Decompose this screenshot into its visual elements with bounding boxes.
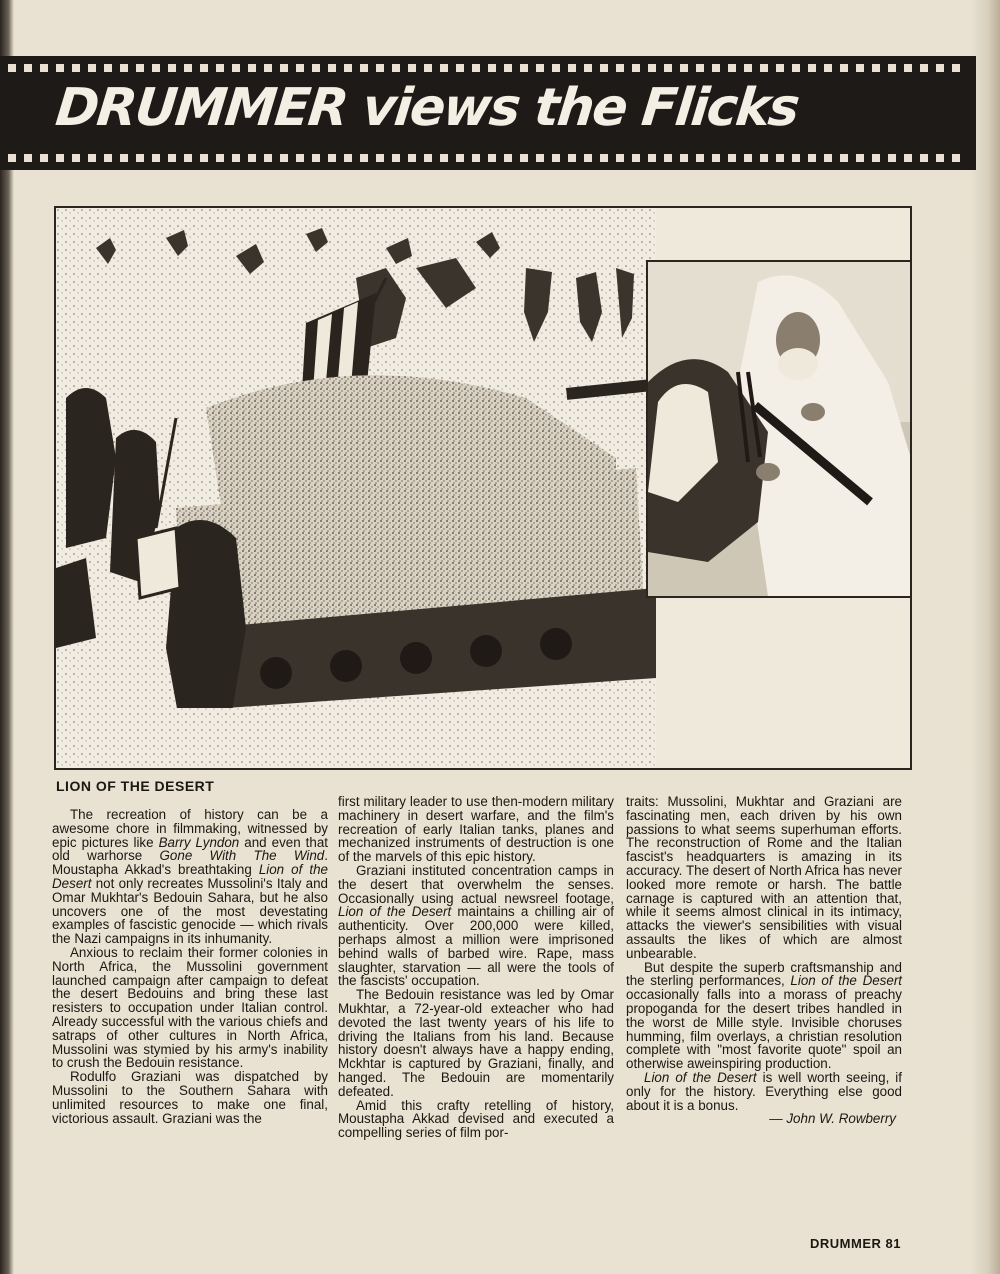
film-title: Lion of the Desert: [790, 973, 903, 989]
film-title: Lion of the Desert: [52, 862, 328, 891]
battle-scene-image: [56, 208, 656, 768]
header-filmstrip: [0, 56, 976, 170]
article-column-1: [52, 808, 328, 1125]
page-folio: DRUMMER 81: [810, 1236, 901, 1251]
article-column-2: [338, 795, 614, 1140]
article-paragraph: traits: Mussolini, Mukhtar and Graziani are fascinating men, each driven by his own passions to what seems superhuman efforts. The reconstruction of Rome and the Italian fascist's headquarters is amazing in its accuracy. The desert of North Africa has never looked more remote or harsh. The battle carnage is captured with an attention that, while it seems almost clinical in its intimacy, attacks the viewer's sensibilities with visual assaults the likes of which are almost unbearable.: [626, 794, 902, 961]
page-edge: [970, 0, 1000, 1274]
article-paragraph: first military leader to use then-modern military machinery in desert warfare, and the film's recreation of early Italian tanks, planes and mechanized instruments of destruction is one of the marvels of this epic history.: [338, 794, 614, 865]
binding-shadow: [0, 0, 14, 1274]
film-still-photo: [54, 206, 912, 770]
article-paragraph: The Bedouin resistance was led by Omar Mukhtar, a 72-year-old exteacher who had devoted the last twenty years of his life to driving the Italians from his land. Because history doesn't always have a happy ending, Mckhtar is captured by Graziani, finally, and hanged. The Bedouin are momentarily defeated.: [338, 987, 614, 1099]
film-title: Lion of the Desert: [644, 1069, 757, 1085]
film-title: Gone With The Wind: [159, 848, 325, 864]
sprocket-holes-bottom: [8, 154, 968, 162]
film-title: Barry Lyndon: [158, 834, 240, 850]
sprocket-holes-top: [8, 64, 968, 72]
article-paragraph: Graziani instituted concentration camps in the desert that overwhelm the senses. Occasionally using actual newsreel footage, Lion of the Desert maintains a chilling air of authenticity. Over 200,000 were killed, perhaps almost a million were imprisoned behind walls of barbed wire. Rape, mass slaughter, starvation — all were the tools of the fascists' occupation.: [338, 862, 614, 989]
article-paragraph: Rodulfo Graziani was dispatched by Mussolini to the Southern Sahara with unlimited resources to make one final, victorious assault. Graziani was the: [52, 1069, 328, 1126]
film-title: Lion of the Desert: [338, 904, 452, 920]
page-title: DRUMMER views the Flicks: [52, 78, 801, 138]
article-paragraph: Anxious to reclaim their former colonies in North Africa, the Mussolini government launched campaign after campaign to defeat the desert Bedouins and bring these last resisters to occupation under Italian control. Already successful with the various chiefs and satraps of other cultures in North Africa, Mussolini was stymied by his army's inability to crush the Bedouin resistance.: [52, 944, 328, 1071]
rider-portrait-image: [646, 260, 912, 598]
article-paragraph: Amid this crafty retelling of history, Moustapha Akkad devised and executed a compelling series of film por-: [338, 1097, 614, 1141]
article-paragraph: Lion of the Desert is well worth seeing, if only for the history. Everything else good about it is a bonus.: [626, 1069, 902, 1113]
byline: — John W. Rowberry: [769, 1111, 896, 1127]
article-column-3: [626, 795, 902, 1126]
article-paragraph: But despite the superb craftsmanship and the sterling performances, Lion of the Desert occasionally falls into a morass of preachy propoganda for the desert tribes handled in the worst de Mille style. Invisible choruses humming, film overlays, a christian resolution complete with "most favorite quote" spoil an otherwise aweinspiring production.: [626, 959, 903, 1072]
article-heading: LION OF THE DESERT: [56, 778, 215, 794]
article-paragraph: The recreation of history can be a awesome chore in filmmaking, witnessed by epic pictures like Barry Lyndon and even that old warhorse Gone With The Wind. Moustapha Akkad's breathtaking Lion of the Desert not only recreates Mussolini's Italy and Omar Mukhtar's Bedouin Sahara, but he also uncovers one of the most devestating examples of fascistic genocide — which rivals the Nazi campaigns in its inhumanity.: [52, 807, 328, 947]
